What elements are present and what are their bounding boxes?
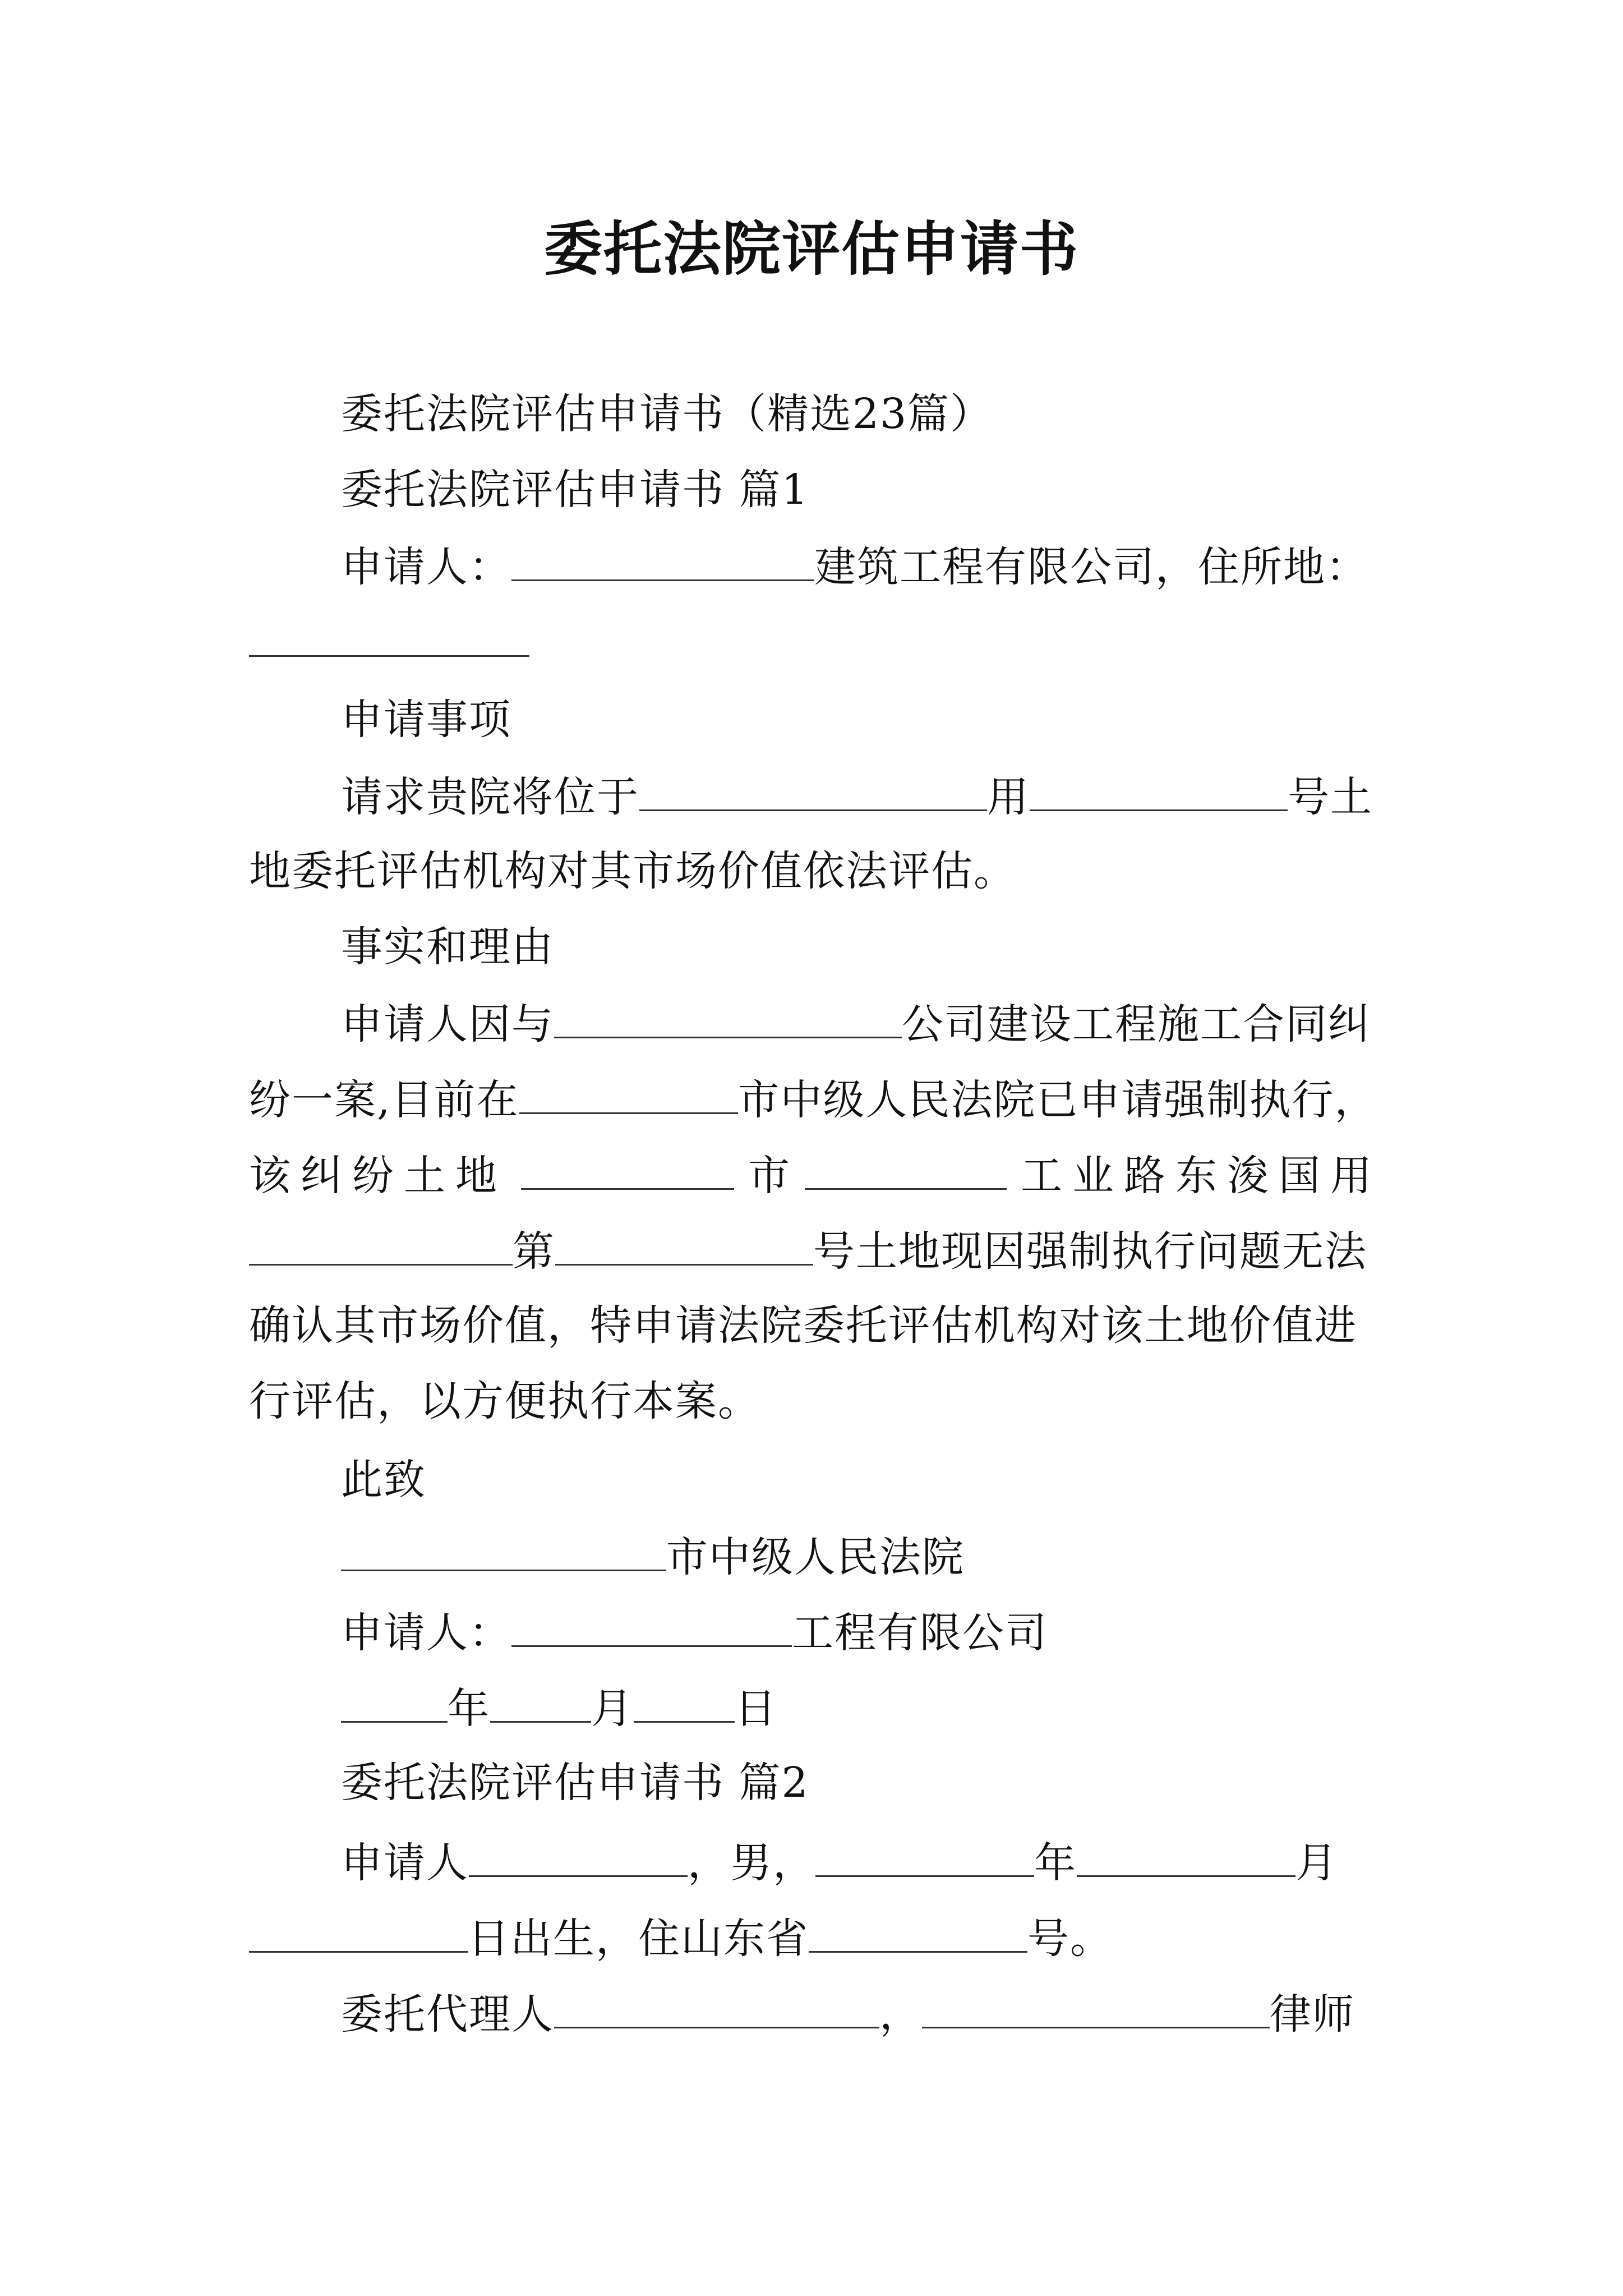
court-line [341, 1530, 965, 1582]
facts-line-5: 确认其市场价值，特申请法院委托评估机构对该土地价值进 [249, 1301, 1357, 1350]
blank-field [1030, 770, 1288, 811]
p2-text: ，男， [688, 1839, 815, 1887]
facts-text: 市 [748, 1152, 791, 1200]
facts-line-6: 行评估，以方便执行本案。 [249, 1377, 760, 1425]
salutation: 此致 [341, 1456, 426, 1504]
blank-field [922, 1987, 1270, 2028]
blank-field [469, 1836, 688, 1877]
date-day: 日 [735, 1685, 777, 1733]
request-text: 用 [987, 773, 1030, 821]
p2-text: 委托代理人 [341, 1990, 554, 2039]
section-request-heading: 申请事项 [341, 696, 511, 744]
blank-field [555, 1225, 813, 1266]
facts-text: 该纠纷土地 [249, 1152, 507, 1200]
facts-text: 市中级人民法院已申请强制执行， [737, 1076, 1377, 1124]
blank-field [490, 1682, 591, 1723]
blank-field [554, 1987, 879, 2028]
part2-agent-line [341, 1987, 1355, 2040]
document-subtitle: 委托法院评估申请书（精选23篇） [341, 390, 993, 438]
blank-field [521, 1149, 734, 1190]
blank-field [511, 540, 814, 581]
request-line-1 [341, 770, 1373, 822]
signature-company: 工程有限公司 [792, 1609, 1048, 1657]
p2-text: 申请人 [341, 1839, 469, 1887]
p2-text: 日出生，住山东省 [468, 1915, 809, 1963]
facts-text: 号土地现因强制执行问题无法 [813, 1227, 1367, 1276]
blank-field [634, 1682, 735, 1723]
blank-field [554, 997, 902, 1038]
document-title: 委托法院评估申请书 [543, 214, 1079, 283]
blank-field [341, 1530, 666, 1571]
blank-field [511, 1606, 792, 1647]
date-month: 月 [591, 1685, 634, 1733]
facts-line-1 [341, 997, 1371, 1050]
facts-text: 工业路东浚国用 [1021, 1152, 1382, 1200]
request-text: 请求贵院将位于 [341, 773, 639, 821]
blank-field [249, 1912, 468, 1953]
part2-heading: 委托法院评估申请书 篇2 [341, 1759, 809, 1807]
facts-text: 公司建设工程施工合同纠 [902, 1000, 1371, 1048]
part1-heading: 委托法院评估申请书 篇1 [341, 466, 809, 514]
applicant-prefix: 申请人： [341, 543, 511, 591]
facts-line-4 [249, 1225, 1367, 1277]
p2-text: 月 [1295, 1839, 1338, 1887]
date-line [341, 1682, 777, 1734]
blank-field [249, 1225, 513, 1266]
blank-field [341, 1682, 448, 1723]
section-facts-heading: 事实和理由 [341, 923, 554, 971]
facts-text: 第 [513, 1227, 555, 1276]
signature-line [341, 1606, 1048, 1658]
court-name: 市中级人民法院 [666, 1533, 965, 1581]
facts-line-3 [249, 1149, 1382, 1201]
part2-birth-line [249, 1912, 1113, 1964]
facts-text: 申请人因与 [341, 1000, 554, 1048]
signature-prefix: 申请人： [341, 1609, 511, 1657]
blank-field [809, 1912, 1027, 1953]
blank-field [249, 616, 529, 657]
p2-text: 年 [1034, 1839, 1077, 1887]
blank-field [519, 1073, 738, 1114]
request-text: 号土 [1288, 773, 1373, 821]
facts-text: 纷一案,目前在 [249, 1076, 519, 1124]
blank-field [639, 770, 987, 811]
p2-text: 号。 [1027, 1915, 1113, 1963]
applicant-line [341, 540, 1368, 592]
facts-line-2 [249, 1073, 1377, 1125]
blank-field [805, 1149, 1007, 1190]
date-year: 年 [448, 1685, 490, 1733]
p2-text: 律师 [1270, 1990, 1355, 2039]
part2-applicant-line [341, 1836, 1338, 1888]
applicant-company: 建筑工程有限公司，住所地： [814, 543, 1368, 591]
blank-field [1077, 1836, 1295, 1877]
address-line [249, 616, 529, 668]
blank-field [815, 1836, 1034, 1877]
request-line-2: 地委托评估机构对其市场价值依法评估。 [249, 847, 1016, 895]
p2-text: ， [879, 1990, 922, 2039]
